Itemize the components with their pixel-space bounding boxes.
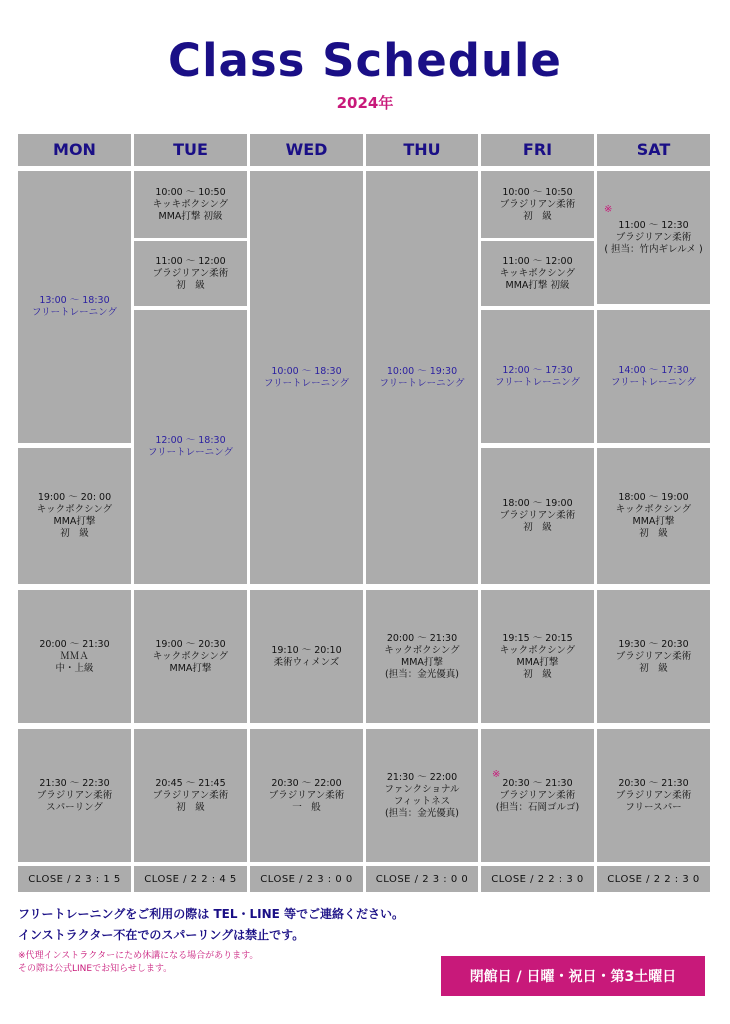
class-text: 19:15 〜 20:15 キックボクシング MMA打撃 初 級 bbox=[499, 632, 576, 680]
class-cell bbox=[481, 590, 594, 723]
class-cell bbox=[366, 729, 478, 862]
class-text: 20:00 〜 21:30 ＭＭＡ 中・上級 bbox=[39, 638, 110, 674]
class-cell bbox=[134, 171, 247, 238]
class-text: 20:30 〜 21:30 ブラジリアン柔術 フリースパー bbox=[615, 777, 692, 813]
class-cell bbox=[134, 590, 247, 723]
class-text: 11:00 〜 12:30 ブラジリアン柔術 ( 担当：竹内ギレルメ ) bbox=[604, 219, 703, 255]
class-text: 18:00 〜 19:00 キックボクシング MMA打撃 初 級 bbox=[615, 492, 692, 539]
day-header-wed: WED bbox=[250, 134, 363, 166]
class-text: 19:10 〜 20:10 柔術ウィメンズ bbox=[271, 644, 342, 668]
class-text: 19:00 〜 20: 00 キックボクシング MMA打撃 初 級 bbox=[36, 492, 113, 539]
class-text: 14:00 〜 17:30 フリートレーニング bbox=[611, 364, 696, 388]
class-text: 20:30 〜 21:30 ブラジリアン柔術 (担当：石岡ゴルゴ) bbox=[495, 777, 580, 813]
class-cell bbox=[481, 729, 594, 862]
class-cell bbox=[18, 448, 131, 584]
class-cell bbox=[18, 590, 131, 723]
class-text: 10:00 〜 10:50 ブラジリアン柔術 初 級 bbox=[499, 186, 576, 222]
page-title: Class Schedule bbox=[168, 34, 562, 87]
close-time-wed: CLOSE / 2 3 : 0 0 bbox=[250, 866, 363, 892]
close-time-thu: CLOSE / 2 3 : 0 0 bbox=[366, 866, 478, 892]
class-text: 11:00 〜 12:00 ブラジリアン柔術 初 級 bbox=[152, 255, 229, 291]
class-cell bbox=[134, 241, 247, 306]
class-text: 12:00 〜 17:30 フリートレーニング bbox=[495, 364, 580, 388]
class-cell bbox=[597, 171, 710, 304]
day-header-tue: TUE bbox=[134, 134, 247, 166]
class-cell bbox=[597, 448, 710, 584]
class-cell bbox=[250, 729, 363, 862]
class-text: 11:00 〜 12:00 キッキボクシング MMA打撃 初級 bbox=[499, 255, 576, 291]
close-time-mon: CLOSE / 2 3 : 1 5 bbox=[18, 866, 131, 892]
class-cell bbox=[366, 171, 478, 584]
class-text: 18:00 〜 19:00 ブラジリアン柔術 初 級 bbox=[499, 498, 576, 533]
asterisk-mark: ※ bbox=[604, 204, 613, 215]
class-text: 10:00 〜 19:30 フリートレーニング bbox=[379, 365, 465, 389]
class-text: 19:30 〜 20:30 ブラジリアン柔術 初 級 bbox=[615, 638, 692, 674]
class-cell bbox=[597, 729, 710, 862]
class-text: 19:00 〜 20:30 キックボクシング MMA打撃 bbox=[152, 638, 229, 674]
class-text: 21:30 〜 22:00 ファンクショナル フィットネス (担当：金光優真) bbox=[384, 771, 460, 819]
year-label: 2024年 bbox=[336, 94, 394, 112]
note-free-training: フリートレーニングをご利用の際は TEL・LINE 等でご連絡ください。 bbox=[18, 907, 405, 921]
day-header-fri: FRI bbox=[481, 134, 594, 166]
class-cell bbox=[481, 448, 594, 584]
class-cell bbox=[481, 241, 594, 306]
class-text: 20:30 〜 22:00 ブラジリアン柔術 一 般 bbox=[268, 777, 345, 813]
asterisk-mark: ※ bbox=[492, 769, 501, 780]
class-text: 10:00 〜 18:30 フリートレーニング bbox=[264, 365, 349, 389]
day-header-thu: THU bbox=[366, 134, 478, 166]
class-cell bbox=[366, 590, 478, 723]
note-line-notice: その際は公式LINEでお知らせします。 bbox=[18, 964, 173, 974]
class-cell bbox=[481, 171, 594, 238]
class-text: 13:00 〜 18:30 フリートレーニング bbox=[32, 295, 117, 318]
class-text: 21:30 〜 22:30 ブラジリアン柔術 スパーリング bbox=[36, 777, 113, 813]
class-text: 20:45 〜 21:45 ブラジリアン柔術 初 級 bbox=[152, 777, 229, 813]
closed-days-badge: 閉館日 / 日曜・祝日・第3土曜日 bbox=[441, 956, 705, 996]
class-text: 12:00 〜 18:30 フリートレーニング bbox=[148, 435, 233, 458]
class-text: 10:00 〜 10:50 キッキボクシング MMA打撃 初級 bbox=[152, 186, 229, 222]
day-header-sat: SAT bbox=[597, 134, 710, 166]
class-cell bbox=[18, 729, 131, 862]
class-cell bbox=[134, 729, 247, 862]
class-cell bbox=[134, 310, 247, 584]
class-cell bbox=[481, 310, 594, 443]
note-substitute: ※代理インストラクターにため休講になる場合があります。 bbox=[18, 951, 259, 961]
class-text: 20:00 〜 21:30 キックボクシング MMA打撃 (担当：金光優真) bbox=[384, 632, 460, 680]
class-cell bbox=[250, 171, 363, 584]
class-cell bbox=[597, 310, 710, 443]
note-sparring-rule: インストラクター不在でのスパーリングは禁止です。 bbox=[18, 928, 305, 942]
day-header-mon: MON bbox=[18, 134, 131, 166]
class-cell bbox=[18, 171, 131, 443]
class-cell bbox=[597, 590, 710, 723]
class-cell bbox=[250, 590, 363, 723]
close-time-tue: CLOSE / 2 2 : 4 5 bbox=[134, 866, 247, 892]
close-time-fri: CLOSE / 2 2 : 3 0 bbox=[481, 866, 594, 892]
close-time-sat: CLOSE / 2 2 : 3 0 bbox=[597, 866, 710, 892]
